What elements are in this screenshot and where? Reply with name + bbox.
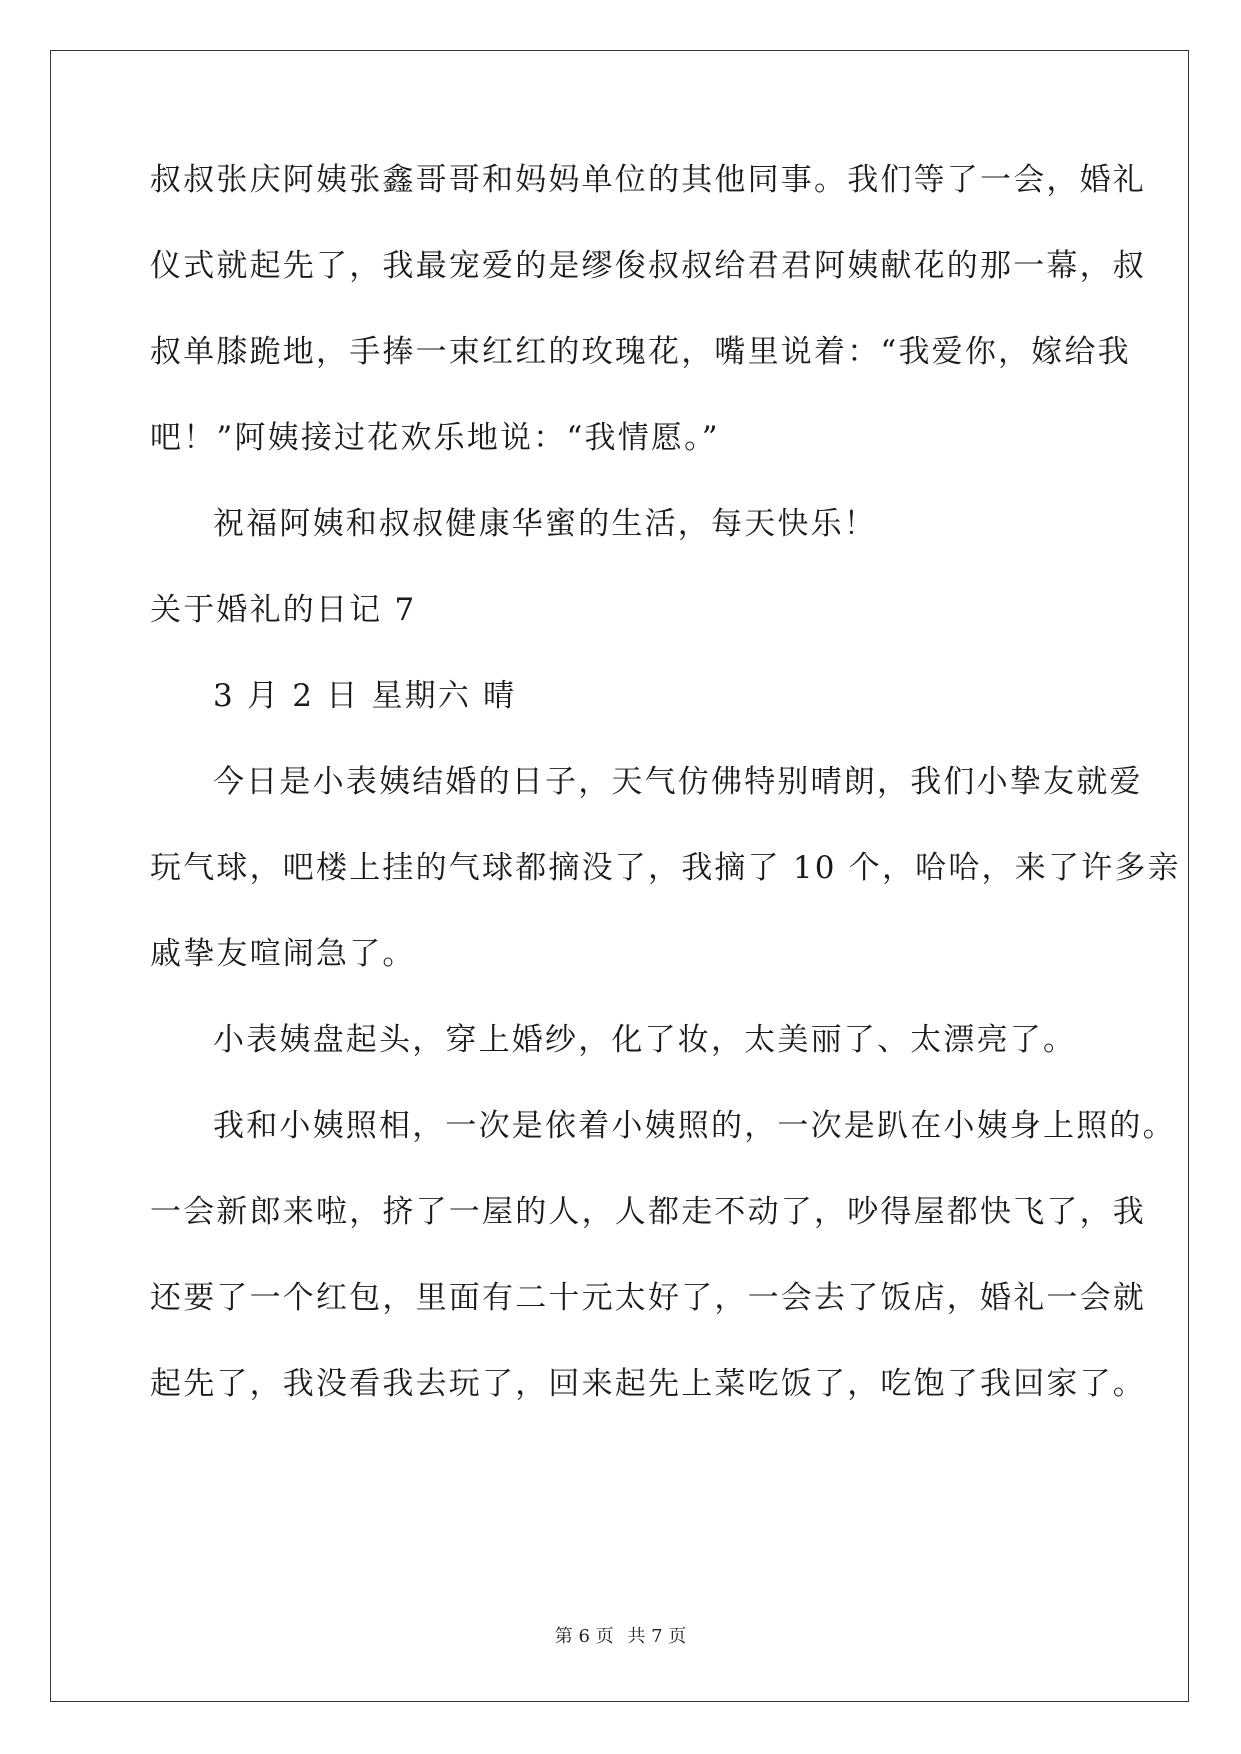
text-line: 我和小姨照相，一次是依着小姨照的，一次是趴在小姨身上照的。 [213,1108,1176,1144]
section-heading: 关于婚礼的日记 7 [150,592,417,628]
current-page-number: 第 6 页 [554,1626,614,1647]
text-line: 今日是小表姨结婚的日子，天气仿佛特别晴朗，我们小挚友就爱 [213,764,1143,800]
text-line: 小表姨盘起头，穿上婚纱，化了妆，太美丽了、太漂亮了。 [213,1022,1077,1058]
text-line: 叔单膝跪地，手捧一束红红的玫瑰花，嘴里说着：“我爱你，嫁给我 [150,334,1131,370]
text-line: 仪式就起先了，我最宠爱的是缪俊叔叔给君君阿姨献花的那一幕，叔 [150,248,1146,284]
text-line: 叔叔张庆阿姨张鑫哥哥和妈妈单位的其他同事。我们等了一会，婚礼 [150,162,1146,198]
text-line: 吧！”阿姨接过花欢乐地说：“我情愿。” [150,420,720,456]
text-line: 还要了一个红包，里面有二十元太好了，一会去了饭店，婚礼一会就 [150,1280,1146,1316]
text-line: 一会新郎来啦，挤了一屋的人，人都走不动了，吵得屋都快飞了，我 [150,1194,1146,1230]
text-line: 起先了，我没看我去玩了，回来起先上菜吃饭了，吃饱了我回家了。 [150,1366,1146,1402]
total-page-count: 共 7 页 [627,1626,687,1647]
text-line: 戚挚友喧闹急了。 [150,936,416,972]
text-line: 玩气球，吧楼上挂的气球都摘没了，我摘了 10 个，哈哈，来了许多亲 [150,850,1181,886]
page-footer [0,1622,1241,1648]
diary-date: 3 月 2 日 星期六 晴 [213,678,517,714]
text-line: 祝福阿姨和叔叔健康华蜜的生活，每天快乐！ [213,506,877,542]
